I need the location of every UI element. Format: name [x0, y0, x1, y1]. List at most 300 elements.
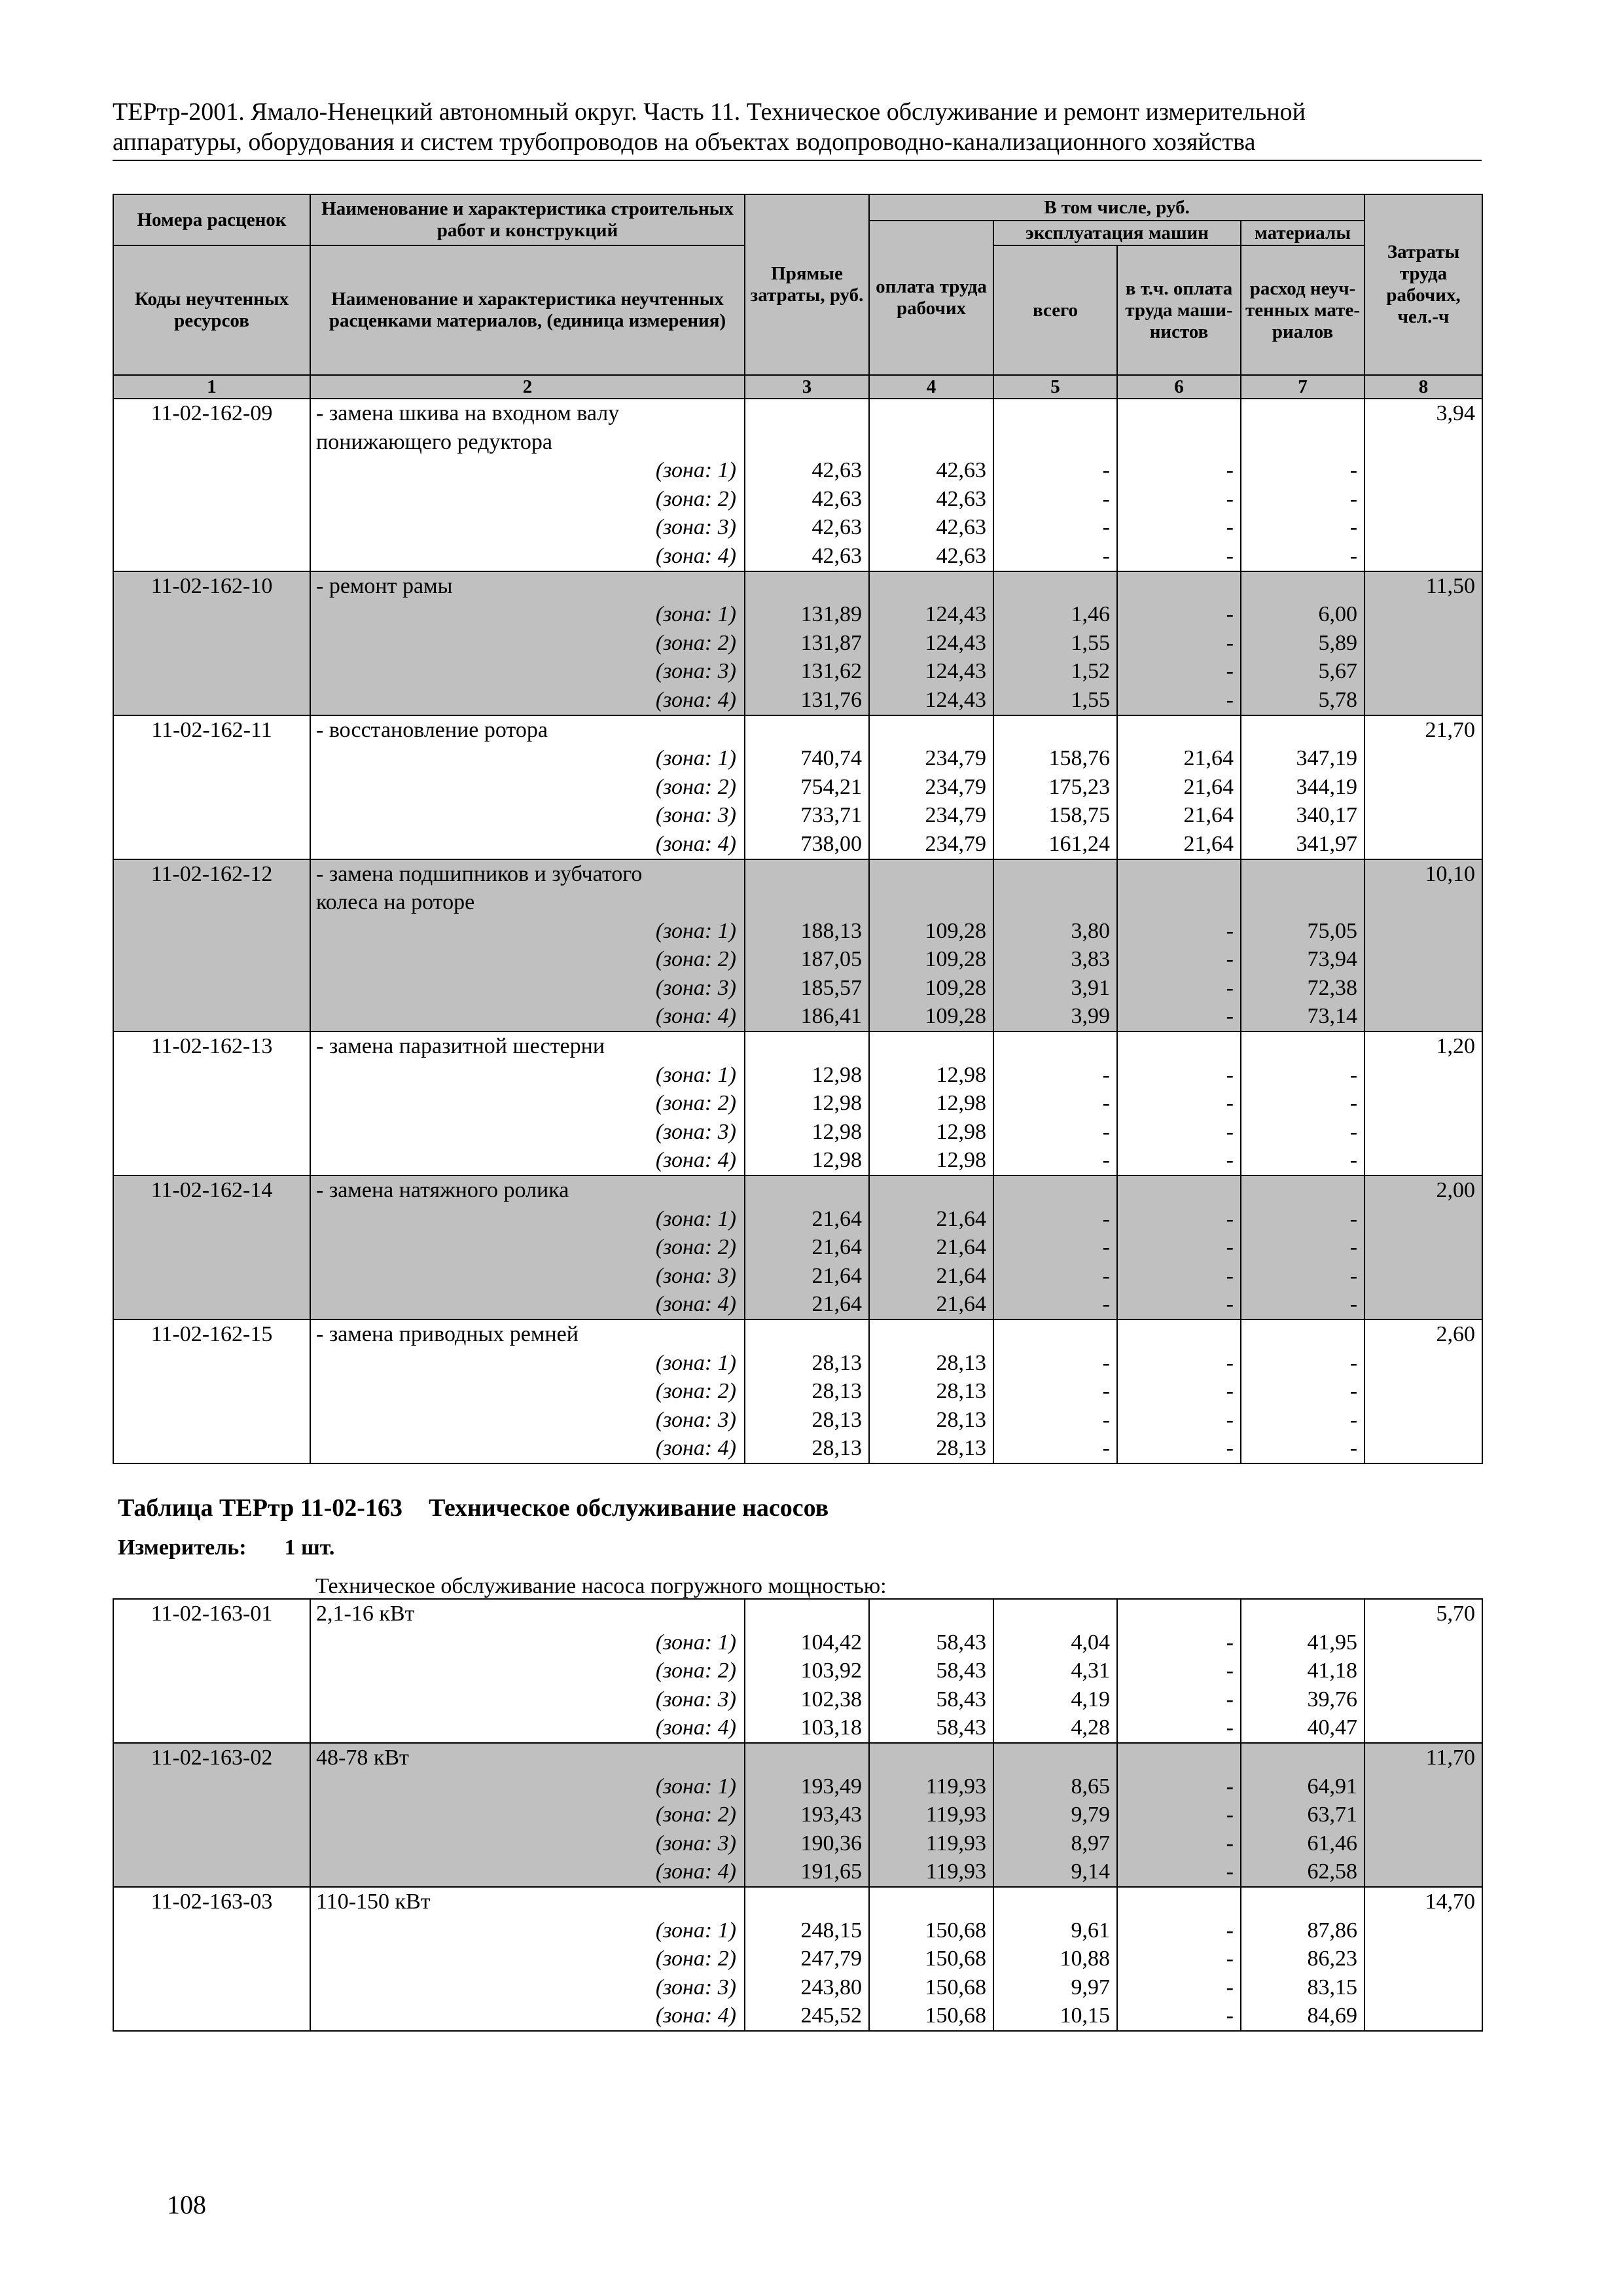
table-row — [113, 600, 1482, 629]
machinist-wages: - — [1117, 1262, 1241, 1291]
table-row — [113, 1377, 1482, 1406]
table-row — [113, 456, 1482, 485]
direct-cost: 247,79 — [745, 1945, 869, 1973]
zone-label: (зона: 1) — [310, 1061, 745, 1090]
labor-cost: 11,50 — [1364, 571, 1482, 601]
worker-wages: 12,98 — [869, 1146, 993, 1175]
worker-wages: 124,43 — [869, 686, 993, 715]
rate-code-cont — [113, 1233, 310, 1262]
machine-total: 1,52 — [993, 657, 1117, 686]
direct-cost: 21,64 — [745, 1205, 869, 1234]
th-resource-codes: Коды неучтенных ресурсов — [113, 245, 310, 375]
machinist-wages: - — [1117, 1290, 1241, 1319]
page-header — [113, 97, 1482, 161]
machinist-wages: - — [1117, 1973, 1241, 2002]
table-row — [113, 1262, 1482, 1291]
zone-label: (зона: 2) — [310, 1801, 745, 1829]
th-machine-operation: эксплуатация машин — [993, 221, 1241, 245]
zone-label: (зона: 4) — [310, 1290, 745, 1319]
zone-label: (зона: 4) — [310, 1713, 745, 1743]
direct-cost — [745, 888, 869, 917]
machinist-wages: - — [1117, 1628, 1241, 1657]
labor-cost: 10,10 — [1364, 859, 1482, 889]
rate-code-cont — [113, 686, 310, 715]
direct-cost: 21,64 — [745, 1262, 869, 1291]
worker-wages: 109,28 — [869, 1002, 993, 1031]
zone-label: (зона: 3) — [310, 1406, 745, 1435]
material-cost — [1241, 1743, 1364, 1772]
rate-code-cont — [113, 773, 310, 802]
rate-code-cont — [113, 917, 310, 946]
direct-cost — [745, 1743, 869, 1772]
direct-cost — [745, 859, 869, 889]
machine-total: - — [993, 1377, 1117, 1406]
worker-wages — [869, 1319, 993, 1349]
worker-wages — [869, 1743, 993, 1772]
material-cost: - — [1241, 485, 1364, 514]
direct-cost: 28,13 — [745, 1377, 869, 1406]
machinist-wages — [1117, 1031, 1241, 1061]
labor-cost-cont — [1364, 1406, 1482, 1435]
worker-wages — [869, 1175, 993, 1205]
work-name: - замена подшипников и зубчатого — [310, 859, 745, 889]
th-num-4: 4 — [869, 375, 993, 399]
rate-code-cont — [113, 974, 310, 1003]
rate-code-cont — [113, 1406, 310, 1435]
material-cost — [1241, 1599, 1364, 1628]
machinist-wages — [1117, 428, 1241, 457]
labor-cost: 14,70 — [1364, 1887, 1482, 1916]
material-cost: - — [1241, 1089, 1364, 1118]
material-cost — [1241, 1175, 1364, 1205]
zone-label: (зона: 1) — [310, 1349, 745, 1378]
rate-code: 11-02-163-02 — [113, 1743, 310, 1772]
rate-code-cont — [113, 1916, 310, 1945]
table-row — [113, 629, 1482, 658]
rate-code-cont — [113, 1685, 310, 1714]
labor-cost-cont — [1364, 1713, 1482, 1743]
worker-wages: 109,28 — [869, 917, 993, 946]
direct-cost: 193,49 — [745, 1772, 869, 1801]
worker-wages — [869, 399, 993, 428]
labor-cost-cont — [1364, 1118, 1482, 1147]
labor-cost-cont — [1364, 1146, 1482, 1175]
direct-cost — [745, 399, 869, 428]
machine-total — [993, 1887, 1117, 1916]
worker-wages: 234,79 — [869, 773, 993, 802]
worker-wages: 12,98 — [869, 1089, 993, 1118]
machine-total: - — [993, 1061, 1117, 1090]
machinist-wages — [1117, 571, 1241, 601]
worker-wages: 58,43 — [869, 1685, 993, 1714]
machine-total: - — [993, 1349, 1117, 1378]
table-row — [113, 1118, 1482, 1147]
rate-code-cont — [113, 945, 310, 974]
rate-code-cont — [113, 1657, 310, 1685]
direct-cost: 248,15 — [745, 1916, 869, 1945]
worker-wages: 124,43 — [869, 629, 993, 658]
direct-cost: 733,71 — [745, 801, 869, 830]
material-cost: - — [1241, 1377, 1364, 1406]
zone-label: (зона: 4) — [310, 2001, 745, 2031]
material-cost: 62,58 — [1241, 1857, 1364, 1887]
material-cost: - — [1241, 542, 1364, 571]
machinist-wages: - — [1117, 1857, 1241, 1887]
machine-total — [993, 1031, 1117, 1061]
worker-wages: 21,64 — [869, 1205, 993, 1234]
th-worker-wages: оплата труда рабочих — [869, 221, 993, 375]
direct-cost: 190,36 — [745, 1829, 869, 1858]
table-row — [113, 657, 1482, 686]
machinist-wages: 21,64 — [1117, 773, 1241, 802]
worker-wages: 12,98 — [869, 1118, 993, 1147]
rate-code-cont — [113, 830, 310, 859]
machine-total: 9,14 — [993, 1857, 1117, 1887]
rate-code-cont — [113, 485, 310, 514]
table-row — [113, 715, 1482, 745]
machinist-wages: - — [1117, 974, 1241, 1003]
labor-cost-cont — [1364, 1628, 1482, 1657]
th-machine-total: всего — [993, 245, 1117, 375]
labor-cost-cont — [1364, 1290, 1482, 1319]
table-row — [113, 1945, 1482, 1973]
table-row — [113, 428, 1482, 457]
rate-code: 11-02-162-14 — [113, 1175, 310, 1205]
machine-total — [993, 1599, 1117, 1628]
table-row — [113, 1089, 1482, 1118]
table-name: Техническое обслуживание насосов — [428, 1494, 829, 1522]
material-cost: 39,76 — [1241, 1685, 1364, 1714]
material-cost: 61,46 — [1241, 1829, 1364, 1858]
direct-cost: 12,98 — [745, 1089, 869, 1118]
machinist-wages: - — [1117, 1406, 1241, 1435]
material-cost: 87,86 — [1241, 1916, 1364, 1945]
zone-label: (зона: 4) — [310, 830, 745, 859]
th-material-name: Наименование и характеристика неучтенных расценками материалов, (единица измерения) — [310, 245, 745, 375]
table-row — [113, 1146, 1482, 1175]
machinist-wages: - — [1117, 1349, 1241, 1378]
worker-wages — [869, 715, 993, 745]
machine-total — [993, 715, 1117, 745]
machinist-wages — [1117, 1319, 1241, 1349]
table-label: Таблица ТЕРтр 11-02-163 — [118, 1494, 402, 1522]
table-row — [113, 1002, 1482, 1031]
worker-wages: 42,63 — [869, 485, 993, 514]
direct-cost: 12,98 — [745, 1118, 869, 1147]
direct-cost: 28,13 — [745, 1434, 869, 1463]
direct-cost: 42,63 — [745, 542, 869, 571]
material-cost: 340,17 — [1241, 801, 1364, 830]
zone-label: (зона: 4) — [310, 1002, 745, 1031]
worker-wages: 119,93 — [869, 1829, 993, 1858]
direct-cost: 131,62 — [745, 657, 869, 686]
direct-cost: 42,63 — [745, 513, 869, 542]
rate-code-cont — [113, 1829, 310, 1858]
labor-cost-cont — [1364, 600, 1482, 629]
labor-cost-cont — [1364, 1262, 1482, 1291]
worker-wages: 21,64 — [869, 1290, 993, 1319]
work-name: 48-78 кВт — [310, 1743, 745, 1772]
th-num-8: 8 — [1364, 375, 1482, 399]
machine-total — [993, 1743, 1117, 1772]
material-cost: 347,19 — [1241, 744, 1364, 773]
table-row — [113, 571, 1482, 601]
machinist-wages: - — [1117, 945, 1241, 974]
rate-code-cont — [113, 542, 310, 571]
machine-total: 1,46 — [993, 600, 1117, 629]
table-row — [113, 485, 1482, 514]
table-row — [113, 1628, 1482, 1657]
table-row — [113, 1657, 1482, 1685]
material-cost — [1241, 859, 1364, 889]
machine-total: - — [993, 1434, 1117, 1463]
rate-code-cont — [113, 657, 310, 686]
material-cost — [1241, 715, 1364, 745]
rate-code-cont — [113, 1349, 310, 1378]
material-cost: - — [1241, 1118, 1364, 1147]
rate-code: 11-02-163-01 — [113, 1599, 310, 1628]
labor-cost-cont — [1364, 657, 1482, 686]
machine-total — [993, 888, 1117, 917]
material-cost — [1241, 428, 1364, 457]
worker-wages: 58,43 — [869, 1657, 993, 1685]
header-line-2: аппаратуры, оборудования и систем трубопроводов на объектах водопроводно-канализационного хозяйства — [113, 128, 1256, 156]
machinist-wages: 21,64 — [1117, 801, 1241, 830]
machine-total: - — [993, 1089, 1117, 1118]
direct-cost: 740,74 — [745, 744, 869, 773]
table-row — [113, 1772, 1482, 1801]
rate-code-cont — [113, 600, 310, 629]
work-name: - восстановление ротора — [310, 715, 745, 745]
work-name: колеса на роторе — [310, 888, 745, 917]
zone-label: (зона: 2) — [310, 1089, 745, 1118]
rate-code-cont — [113, 428, 310, 457]
work-name: - замена приводных ремней — [310, 1319, 745, 1349]
machinist-wages — [1117, 399, 1241, 428]
rate-code-cont — [113, 1628, 310, 1657]
direct-cost: 42,63 — [745, 456, 869, 485]
zone-label: (зона: 3) — [310, 513, 745, 542]
machine-total — [993, 1319, 1117, 1349]
table-row — [113, 830, 1482, 859]
machine-total: - — [993, 485, 1117, 514]
labor-cost-cont — [1364, 974, 1482, 1003]
machinist-wages: - — [1117, 600, 1241, 629]
direct-cost: 738,00 — [745, 830, 869, 859]
th-num-5: 5 — [993, 375, 1117, 399]
material-cost: 73,14 — [1241, 1002, 1364, 1031]
zone-label: (зона: 2) — [310, 485, 745, 514]
direct-cost: 103,92 — [745, 1657, 869, 1685]
direct-cost: 245,52 — [745, 2001, 869, 2031]
work-name: - ремонт рамы — [310, 571, 745, 601]
labor-cost-cont — [1364, 1657, 1482, 1685]
direct-cost: 28,13 — [745, 1406, 869, 1435]
machine-total: 1,55 — [993, 629, 1117, 658]
rate-code-cont — [113, 1205, 310, 1234]
table-row — [113, 1743, 1482, 1772]
machine-total: 4,31 — [993, 1657, 1117, 1685]
table-row — [113, 859, 1482, 889]
zone-label: (зона: 3) — [310, 1262, 745, 1291]
material-cost: 72,38 — [1241, 974, 1364, 1003]
zone-label: (зона: 1) — [310, 1628, 745, 1657]
machine-total: - — [993, 1118, 1117, 1147]
machinist-wages: - — [1117, 456, 1241, 485]
worker-wages: 124,43 — [869, 600, 993, 629]
table-row — [113, 2001, 1482, 2031]
worker-wages: 150,68 — [869, 1916, 993, 1945]
labor-cost-cont — [1364, 801, 1482, 830]
measure-line — [118, 1535, 334, 1560]
machine-total: 9,79 — [993, 1801, 1117, 1829]
worker-wages: 109,28 — [869, 945, 993, 974]
direct-cost: 12,98 — [745, 1146, 869, 1175]
th-num-1: 1 — [113, 375, 310, 399]
table-row — [113, 1857, 1482, 1887]
machinist-wages: - — [1117, 1801, 1241, 1829]
machine-total: - — [993, 456, 1117, 485]
worker-wages: 124,43 — [869, 657, 993, 686]
machine-total — [993, 428, 1117, 457]
table-row — [113, 1031, 1482, 1061]
labor-cost: 3,94 — [1364, 399, 1482, 428]
zone-label: (зона: 4) — [310, 542, 745, 571]
labor-cost-cont — [1364, 686, 1482, 715]
table-row — [113, 1829, 1482, 1858]
direct-cost: 12,98 — [745, 1061, 869, 1090]
machinist-wages: - — [1117, 1205, 1241, 1234]
worker-wages — [869, 1887, 993, 1916]
rate-code-cont — [113, 1290, 310, 1319]
zone-label: (зона: 3) — [310, 1829, 745, 1858]
rate-code-cont — [113, 629, 310, 658]
labor-cost-cont — [1364, 945, 1482, 974]
machinist-wages: - — [1117, 1945, 1241, 1973]
zone-label: (зона: 1) — [310, 1205, 745, 1234]
machine-total: 4,28 — [993, 1713, 1117, 1743]
rate-code-cont — [113, 1262, 310, 1291]
zone-label: (зона: 3) — [310, 1973, 745, 2002]
machine-total: 1,55 — [993, 686, 1117, 715]
rates-table-162 — [113, 194, 1483, 1464]
labor-cost: 2,60 — [1364, 1319, 1482, 1349]
worker-wages: 119,93 — [869, 1772, 993, 1801]
th-num-2: 2 — [310, 375, 745, 399]
machinist-wages: - — [1117, 485, 1241, 514]
direct-cost: 243,80 — [745, 1973, 869, 2002]
rate-code: 11-02-162-09 — [113, 399, 310, 428]
material-cost: 83,15 — [1241, 1973, 1364, 2002]
rate-code-cont — [113, 1002, 310, 1031]
machine-total: - — [993, 1406, 1117, 1435]
zone-label: (зона: 4) — [310, 1857, 745, 1887]
machine-total: - — [993, 1290, 1117, 1319]
material-cost — [1241, 1319, 1364, 1349]
machine-total: - — [993, 1233, 1117, 1262]
machinist-wages: - — [1117, 686, 1241, 715]
worker-wages: 150,68 — [869, 1945, 993, 1973]
zone-label: (зона: 4) — [310, 686, 745, 715]
zone-label: (зона: 1) — [310, 744, 745, 773]
labor-cost-cont — [1364, 1916, 1482, 1945]
machine-total: 175,23 — [993, 773, 1117, 802]
labor-cost-cont — [1364, 1233, 1482, 1262]
zone-label: (зона: 1) — [310, 1916, 745, 1945]
labor-cost-cont — [1364, 1002, 1482, 1031]
labor-cost-cont — [1364, 1377, 1482, 1406]
labor-cost-cont — [1364, 1685, 1482, 1714]
machinist-wages — [1117, 859, 1241, 889]
direct-cost: 131,89 — [745, 600, 869, 629]
machine-total: 161,24 — [993, 830, 1117, 859]
machine-total: - — [993, 1205, 1117, 1234]
table-row — [113, 686, 1482, 715]
machinist-wages: - — [1117, 1772, 1241, 1801]
machinist-wages: - — [1117, 1002, 1241, 1031]
machine-total: 10,15 — [993, 2001, 1117, 2031]
zone-label: (зона: 1) — [310, 600, 745, 629]
table-row — [113, 1887, 1482, 1916]
worker-wages: 234,79 — [869, 830, 993, 859]
machine-total: 3,99 — [993, 1002, 1117, 1031]
work-name: понижающего редуктора — [310, 428, 745, 457]
labor-cost-cont — [1364, 485, 1482, 514]
machinist-wages: 21,64 — [1117, 830, 1241, 859]
th-machinist-wages: в т.ч. оплата труда маши-нистов — [1117, 245, 1241, 375]
labor-cost-cont — [1364, 629, 1482, 658]
table-row — [113, 1713, 1482, 1743]
th-material-consumption: расход неуч-тенных мате-риалов — [1241, 245, 1364, 375]
rate-code-cont — [113, 888, 310, 917]
rate-code-cont — [113, 2001, 310, 2031]
measure-value: 1 шт. — [284, 1535, 335, 1560]
table-row — [113, 1434, 1482, 1463]
worker-wages — [869, 428, 993, 457]
material-cost: 75,05 — [1241, 917, 1364, 946]
table-row — [113, 1599, 1482, 1628]
th-including: В том числе, руб. — [869, 194, 1364, 221]
direct-cost — [745, 1599, 869, 1628]
labor-cost: 11,70 — [1364, 1743, 1482, 1772]
direct-cost — [745, 428, 869, 457]
worker-wages: 28,13 — [869, 1434, 993, 1463]
zone-label: (зона: 4) — [310, 1146, 745, 1175]
rate-code-cont — [113, 1801, 310, 1829]
labor-cost-cont — [1364, 830, 1482, 859]
machinist-wages: - — [1117, 917, 1241, 946]
rate-code-cont — [113, 1434, 310, 1463]
table-title — [118, 1494, 829, 1522]
machine-total: 8,65 — [993, 1772, 1117, 1801]
labor-cost-cont — [1364, 1434, 1482, 1463]
table-row — [113, 1916, 1482, 1945]
worker-wages: 150,68 — [869, 1973, 993, 2002]
material-cost — [1241, 571, 1364, 601]
machinist-wages: - — [1117, 629, 1241, 658]
table-header — [113, 194, 1482, 399]
worker-wages: 119,93 — [869, 1857, 993, 1887]
machine-total: 3,91 — [993, 974, 1117, 1003]
machinist-wages: - — [1117, 657, 1241, 686]
direct-cost — [745, 715, 869, 745]
machine-total: 4,19 — [993, 1685, 1117, 1714]
direct-cost: 187,05 — [745, 945, 869, 974]
th-labor-costs: Затраты труда рабочих, чел.-ч — [1364, 194, 1482, 375]
machine-total — [993, 859, 1117, 889]
machinist-wages: - — [1117, 1916, 1241, 1945]
direct-cost: 42,63 — [745, 485, 869, 514]
